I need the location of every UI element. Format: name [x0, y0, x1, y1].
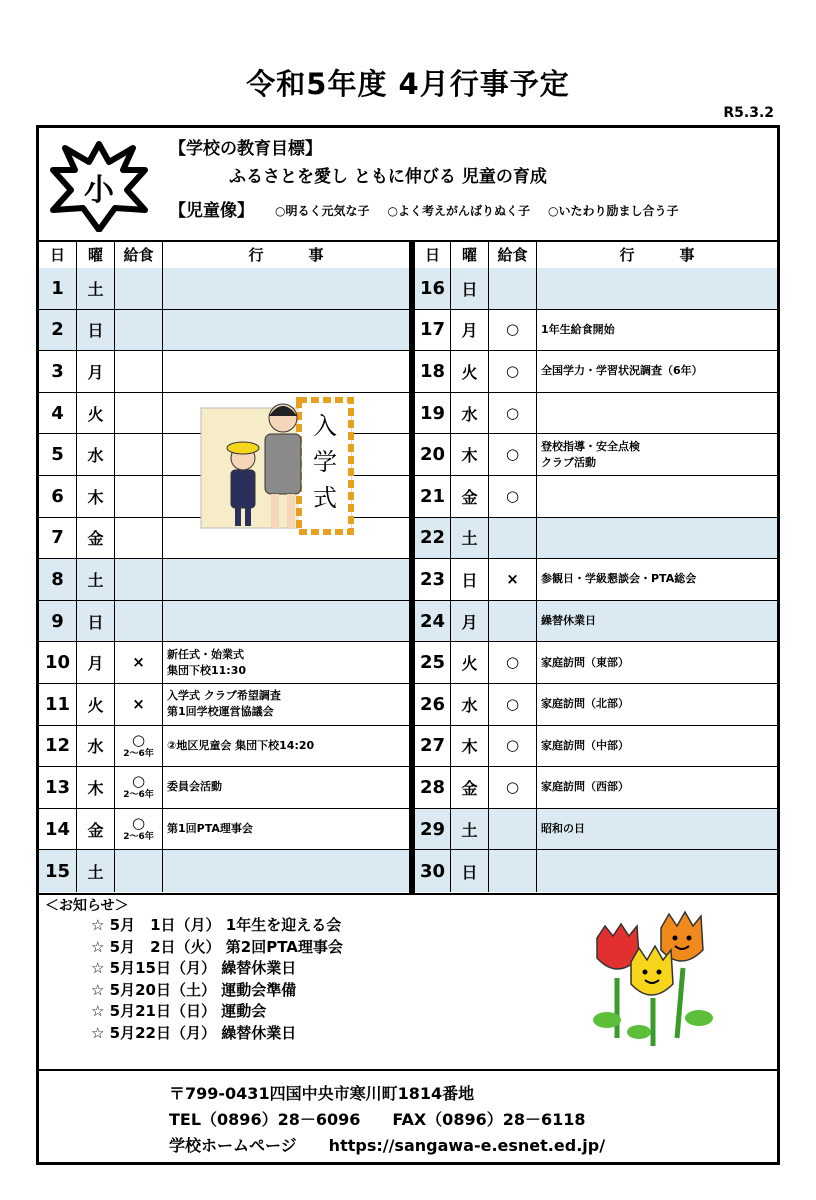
event-text: 新任式・始業式 集団下校11:30 — [167, 647, 247, 677]
table-row — [39, 476, 777, 518]
meal-status — [115, 268, 163, 309]
header-day: 日 — [415, 240, 451, 268]
meal-status — [115, 434, 163, 475]
pupil-item: ○いたわり励まし合う子 — [547, 204, 679, 218]
event-text: ②地区児童会 集団下校14:20 — [167, 738, 315, 752]
event-text — [537, 850, 777, 892]
day-number: 5 — [39, 434, 77, 475]
weekday: 月 — [451, 601, 489, 642]
school-header — [39, 128, 777, 242]
table-row — [39, 642, 777, 684]
table-row — [39, 393, 777, 435]
meal-mark: ○ — [505, 403, 520, 422]
school-logo-icon — [45, 140, 153, 232]
meal-mark: ○ — [505, 653, 520, 672]
meal-mark: ○ — [505, 736, 520, 755]
meal-status — [115, 393, 163, 434]
meal-mark: ○ — [505, 361, 520, 380]
meal-grades: 2～6年 — [123, 790, 154, 801]
weekday: 火 — [451, 642, 489, 683]
page-title: 令和5年度 4月行事予定 — [246, 67, 570, 101]
event-text: 委員会活動 — [167, 780, 222, 794]
meal-status — [115, 684, 163, 725]
notice-section — [39, 893, 777, 1071]
header-day: 日 — [39, 240, 77, 268]
sign-char: 式 — [313, 484, 337, 512]
day-number: 11 — [39, 684, 77, 725]
tulip-illustration — [587, 908, 727, 1048]
meal-status — [489, 393, 537, 434]
day-number: 17 — [415, 310, 451, 351]
day-number: 13 — [39, 767, 77, 808]
event-text — [537, 393, 777, 434]
meal-mark: ○ — [131, 772, 146, 791]
header-weekday: 曜 — [77, 240, 115, 268]
weekday: 火 — [451, 351, 489, 392]
meal-status — [115, 518, 163, 559]
sign-char: 学 — [313, 448, 337, 476]
meal-mark: ○ — [505, 320, 520, 339]
day-number: 18 — [415, 351, 451, 392]
meal-grades: 2～6年 — [123, 832, 154, 843]
day-number: 7 — [39, 518, 77, 559]
event-text: 第1回PTA理事会 — [167, 822, 253, 836]
goal-label: 【学校の教育目標】 — [169, 139, 322, 159]
weekday: 金 — [77, 518, 115, 559]
meal-status — [489, 601, 537, 642]
meal-status — [115, 726, 163, 767]
day-number: 26 — [415, 684, 451, 725]
table-row — [39, 850, 777, 892]
notice-title: ＜お知らせ＞ — [45, 898, 129, 914]
event-text — [163, 310, 409, 351]
header-meal: 給食 — [489, 240, 537, 268]
event-text — [163, 268, 409, 309]
table-row — [39, 559, 777, 601]
day-number: 16 — [415, 268, 451, 309]
notice-item: ☆ 5月21日（日） 運動会 — [91, 1002, 267, 1020]
meal-mark: ○ — [131, 730, 146, 749]
meal-status — [489, 434, 537, 475]
meal-status — [115, 559, 163, 600]
meal-status — [115, 351, 163, 392]
day-number: 29 — [415, 809, 451, 850]
meal-mark: × — [132, 694, 145, 713]
event-text — [163, 351, 409, 392]
pupil-item: ○よく考えがんばりぬく子 — [387, 204, 530, 218]
weekday: 木 — [77, 767, 115, 808]
day-number: 22 — [415, 518, 451, 559]
entrance-ceremony-illustration — [199, 390, 359, 540]
day-number: 24 — [415, 601, 451, 642]
day-number: 10 — [39, 642, 77, 683]
calendar-table — [39, 240, 777, 895]
event-text: 家庭訪問（東部） — [541, 655, 629, 669]
day-number: 6 — [39, 476, 77, 517]
day-number: 19 — [415, 393, 451, 434]
table-row — [39, 726, 777, 768]
day-number: 4 — [39, 393, 77, 434]
meal-status — [115, 809, 163, 850]
meal-status — [489, 268, 537, 309]
meal-mark: × — [506, 569, 519, 588]
table-row — [39, 809, 777, 851]
day-number: 15 — [39, 850, 77, 892]
header-meal: 給食 — [115, 240, 163, 268]
table-row — [39, 351, 777, 393]
meal-mark: × — [132, 653, 145, 672]
weekday: 水 — [77, 434, 115, 475]
meal-status — [489, 684, 537, 725]
meal-status — [115, 642, 163, 683]
table-row — [39, 434, 777, 476]
weekday: 月 — [77, 642, 115, 683]
event-text — [163, 601, 409, 642]
event-text: 入学式 クラブ希望調査 第1回学校運営協議会 — [167, 689, 281, 719]
meal-status — [489, 559, 537, 600]
notice-item: ☆ 5月 2日（火） 第2回PTA理事会 — [91, 937, 343, 956]
meal-status — [115, 310, 163, 351]
notice-list — [91, 915, 343, 1044]
meal-mark: ○ — [505, 694, 520, 713]
header-event: 行 事 — [248, 245, 324, 264]
pupil-items — [275, 202, 678, 219]
table-row — [39, 684, 777, 726]
notice-item: ☆ 5月20日（土） 運動会準備 — [91, 980, 297, 999]
weekday: 木 — [451, 726, 489, 767]
header-weekday: 曜 — [451, 240, 489, 268]
event-text — [537, 268, 777, 309]
meal-status — [115, 601, 163, 642]
event-text: 繰替休業日 — [537, 601, 777, 642]
logo-character: 小 — [84, 173, 114, 208]
meal-mark: ○ — [131, 814, 146, 833]
day-number: 27 — [415, 726, 451, 767]
day-number: 14 — [39, 809, 77, 850]
meal-status — [489, 351, 537, 392]
weekday: 日 — [77, 601, 115, 642]
table-row — [39, 601, 777, 643]
notice-item: ☆ 5月 1日（月） 1年生を迎える会 — [91, 916, 342, 934]
meal-status — [115, 476, 163, 517]
weekday: 金 — [451, 767, 489, 808]
day-number: 21 — [415, 476, 451, 517]
goal-text: ふるさとを愛し ともに伸びる 児童の育成 — [229, 167, 547, 187]
event-text — [537, 518, 777, 559]
meal-status — [489, 726, 537, 767]
meal-status — [489, 850, 537, 892]
weekday: 日 — [451, 850, 489, 892]
day-number: 20 — [415, 434, 451, 475]
day-number: 2 — [39, 310, 77, 351]
weekday: 木 — [77, 476, 115, 517]
weekday: 金 — [451, 476, 489, 517]
event-text: 1年生給食開始 — [541, 322, 615, 336]
event-text: 家庭訪問（西部） — [541, 780, 629, 794]
event-text: 全国学力・学習状況調査（6年） — [541, 364, 703, 378]
meal-mark: ○ — [505, 777, 520, 796]
meal-status — [115, 767, 163, 808]
weekday: 水 — [77, 726, 115, 767]
calendar-divider — [409, 240, 415, 893]
weekday: 水 — [451, 393, 489, 434]
table-row — [39, 767, 777, 809]
school-phone-fax: TEL（0896）28－6096 FAX（0896）28－6118 — [169, 1110, 586, 1129]
weekday: 木 — [451, 434, 489, 475]
meal-status — [489, 476, 537, 517]
weekday: 火 — [77, 393, 115, 434]
day-number: 23 — [415, 559, 451, 600]
event-text: 家庭訪問（北部） — [541, 697, 629, 711]
weekday: 日 — [451, 559, 489, 600]
day-number: 25 — [415, 642, 451, 683]
meal-status — [489, 642, 537, 683]
weekday: 土 — [451, 809, 489, 850]
event-text — [163, 559, 409, 600]
meal-status — [489, 809, 537, 850]
school-footer — [39, 1069, 777, 1162]
day-number: 3 — [39, 351, 77, 392]
table-row — [39, 310, 777, 352]
weekday: 土 — [77, 268, 115, 309]
table-row — [39, 268, 777, 310]
event-text: 参観日・学級懇談会・PTA総会 — [541, 572, 697, 586]
meal-status — [489, 767, 537, 808]
meal-grades: 2～6年 — [123, 748, 154, 759]
document-date: R5.3.2 — [723, 105, 774, 121]
weekday: 土 — [77, 559, 115, 600]
event-text — [163, 850, 409, 892]
day-number: 8 — [39, 559, 77, 600]
weekday: 土 — [77, 850, 115, 892]
table-row — [39, 518, 777, 560]
notice-item: ☆ 5月22日（月） 繰替休業日 — [91, 1023, 297, 1042]
meal-mark: ○ — [505, 486, 520, 505]
pupil-item: ○明るく元気な子 — [275, 204, 370, 218]
weekday: 土 — [451, 518, 489, 559]
day-number: 12 — [39, 726, 77, 767]
weekday: 日 — [451, 268, 489, 309]
event-text — [537, 476, 777, 517]
weekday: 火 — [77, 684, 115, 725]
sign-char: 入 — [313, 412, 337, 440]
meal-status — [489, 518, 537, 559]
meal-status — [115, 850, 163, 892]
day-number: 30 — [415, 850, 451, 892]
day-number: 9 — [39, 601, 77, 642]
school-website: 学校ホームページ https://sangawa-e.esnet.ed.jp/ — [169, 1136, 606, 1155]
notice-item: ☆ 5月15日（月） 繰替休業日 — [91, 959, 297, 977]
school-address: 〒799-0431四国中央市寒川町1814番地 — [169, 1084, 475, 1103]
weekday: 水 — [451, 684, 489, 725]
weekday: 月 — [77, 351, 115, 392]
day-number: 1 — [39, 268, 77, 309]
event-text: 昭和の日 — [537, 809, 777, 850]
meal-status — [489, 310, 537, 351]
pupil-label: 【児童像】 — [169, 201, 254, 221]
event-text: 家庭訪問（中部） — [541, 738, 629, 752]
weekday: 日 — [77, 310, 115, 351]
weekday: 金 — [77, 809, 115, 850]
day-number: 28 — [415, 767, 451, 808]
meal-mark: ○ — [505, 445, 520, 464]
header-event: 行 事 — [619, 245, 695, 264]
calendar-header-row — [39, 240, 777, 270]
schedule-frame — [36, 125, 780, 1165]
weekday: 月 — [451, 310, 489, 351]
event-text: 登校指導・安全点検 クラブ活動 — [541, 439, 640, 469]
